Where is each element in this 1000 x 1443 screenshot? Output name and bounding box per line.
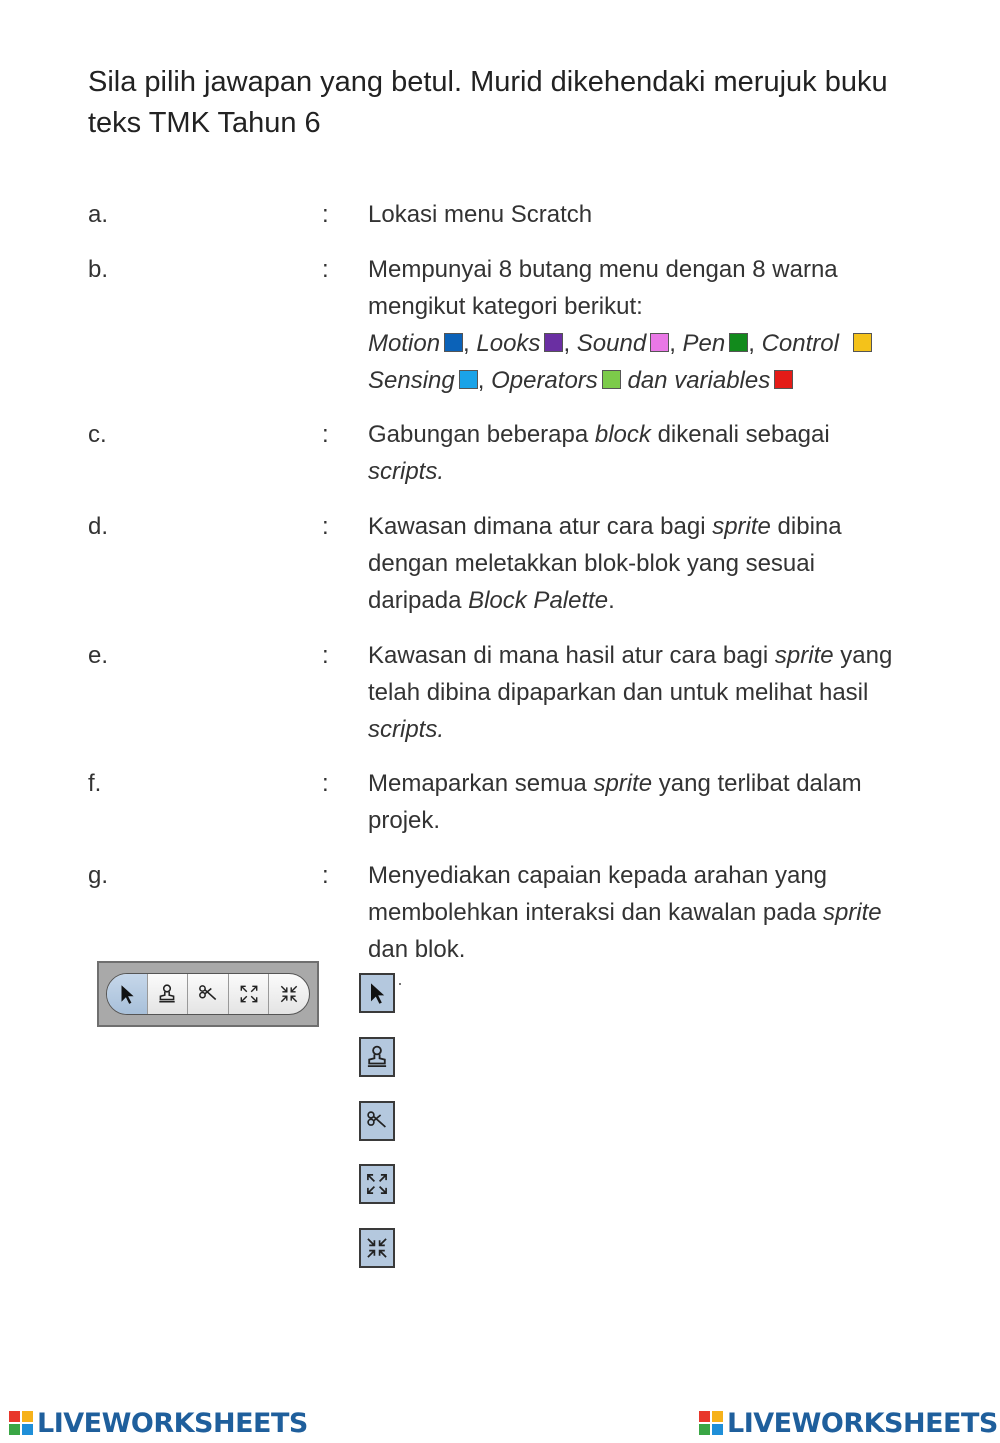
variables-color-swatch (774, 370, 793, 389)
grow-icon (238, 983, 260, 1005)
question-letter: a. (88, 201, 109, 228)
toolbar-grow-button (229, 974, 270, 1014)
toolbar-shrink-button (269, 974, 309, 1014)
category-label: variables (674, 367, 771, 394)
brand-name: LIVEWORKSHEETS (727, 1407, 998, 1439)
category-label: Control (761, 330, 839, 357)
shrink-icon (278, 983, 300, 1005)
question-letter: e. (88, 642, 109, 669)
colon: : (322, 642, 329, 669)
motion-color-swatch (444, 333, 463, 352)
colon: : (322, 256, 329, 283)
scissors-icon (365, 1109, 389, 1133)
sensing-color-swatch (459, 370, 478, 389)
question-letter: c. (88, 421, 107, 448)
stamp-icon (156, 983, 178, 1005)
tool-grow-square (359, 1164, 395, 1204)
operators-color-swatch (602, 370, 621, 389)
toolbar-arrow-button (107, 974, 148, 1014)
toolbar-scissors-button (188, 974, 229, 1014)
scissors-icon (197, 983, 219, 1005)
question-letter: g. (88, 862, 109, 889)
question-description: Lokasi menu Scratch (368, 201, 593, 228)
pen-color-swatch (729, 333, 748, 352)
question-letter: f. (88, 770, 102, 797)
dot-mark (399, 983, 401, 985)
question-description: Kawasan dimana atur cara bagi sprite dibina dengan meletakkan blok-blok yang sesuai daripada Block Palette. (368, 513, 842, 614)
sound-color-swatch (650, 333, 669, 352)
instructions-text: Sila pilih jawapan yang betul. Murid dikehendaki merujuk buku teks TMK Tahun 6 (88, 66, 888, 139)
colon: : (322, 421, 329, 448)
tool-stamp-square (359, 1037, 395, 1077)
liveworksheets-mark-icon (698, 1410, 724, 1436)
liveworksheets-logo-left (8, 1406, 308, 1440)
arrow-cursor-icon (116, 983, 138, 1005)
tool-arrow-square (359, 973, 395, 1013)
stamp-icon (364, 1044, 390, 1070)
looks-color-swatch (544, 333, 563, 352)
shrink-icon (364, 1235, 390, 1261)
question-letter: b. (88, 256, 109, 283)
question-letter: d. (88, 513, 109, 540)
tool-scissors-square (359, 1101, 395, 1141)
question-description: Menyediakan capaian kepada arahan yang membolehkan interaksi dan kawalan pada sprite dan blok. (368, 862, 882, 963)
control-color-swatch (853, 333, 872, 352)
question-description: Kawasan di mana hasil atur cara bagi sprite yang telah dibina dipaparkan dan untuk melihat hasil scripts. (368, 642, 893, 743)
toolbar-stamp-button (148, 974, 189, 1014)
question-description: Memaparkan semua sprite yang terlibat dalam projek. (368, 770, 862, 834)
grow-icon (364, 1171, 390, 1197)
category-label: Sound (576, 330, 647, 357)
arrow-cursor-icon (365, 981, 389, 1005)
category-label: Pen (682, 330, 726, 357)
category-label: Operators (491, 367, 598, 394)
question-description: Mempunyai 8 butang menu dengan 8 warna mengikut kategori berikut: Motion , Looks , Sound , Pen , Control Sensing , Operators dan variables (368, 251, 928, 399)
category-label: Looks (476, 330, 541, 357)
category-label: Motion (368, 330, 441, 357)
colon: : (322, 201, 329, 228)
question-description: Gabungan beberapa block dikenali sebagai scripts. (368, 421, 830, 485)
scratch-toolbar-image (97, 961, 319, 1027)
liveworksheets-logo-right (698, 1406, 998, 1440)
tool-shrink-square (359, 1228, 395, 1268)
category-label: Sensing (368, 367, 455, 394)
colon: : (322, 862, 329, 889)
colon: : (322, 513, 329, 540)
colon: : (322, 770, 329, 797)
liveworksheets-mark-icon (8, 1410, 34, 1436)
toolbar-pill (106, 973, 310, 1015)
brand-name: LIVEWORKSHEETS (37, 1407, 308, 1439)
